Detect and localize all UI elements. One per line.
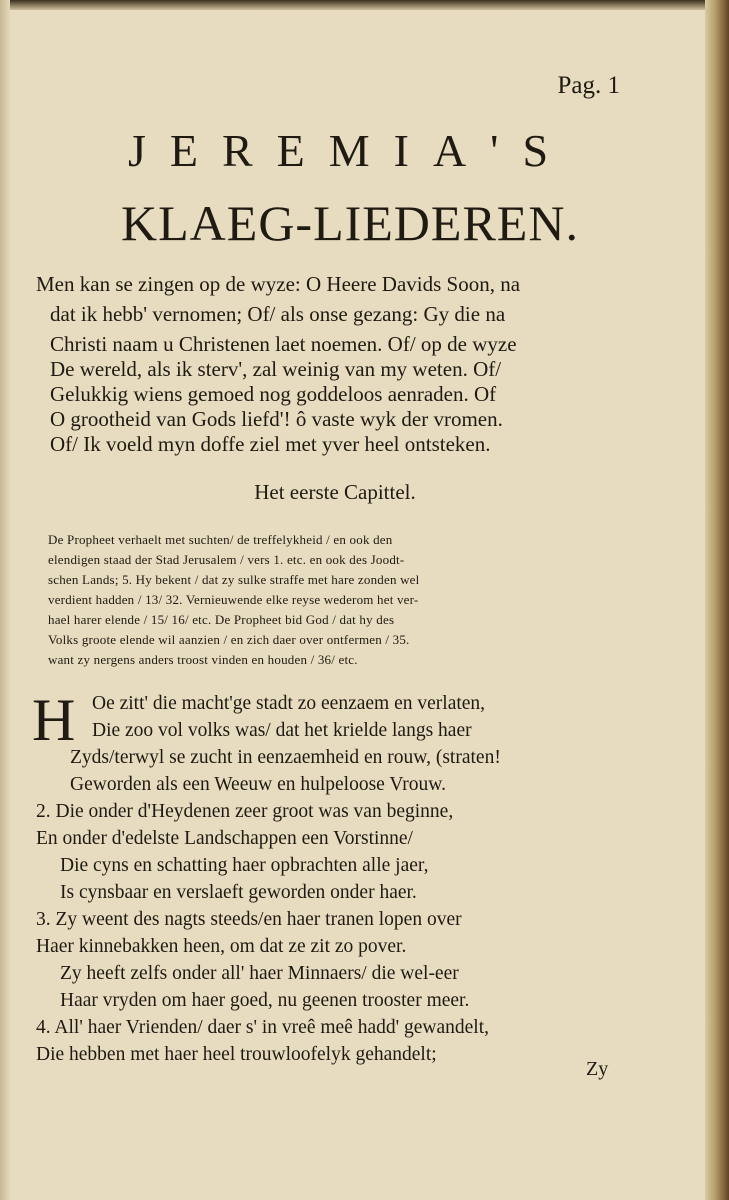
tune-line: O grootheid van Gods liefd'! ô vaste wyk der vromen.	[50, 407, 503, 431]
verse-line: Die zoo vol volks was/ dat het krielde langs haer	[92, 720, 472, 741]
tune-line: dat ik hebb' vernomen; Of/ als onse gezang: Gy die na	[50, 302, 506, 326]
verse-line: Geworden als een Weeuw en hulpeloose Vrouw.	[70, 774, 446, 795]
page-top-edge	[0, 0, 729, 10]
verse-line: 2. Die onder d'Heydenen zeer groot was van beginne,	[36, 801, 454, 822]
verse-line: Haer kinnebakken heen, om dat ze zit zo pover.	[36, 936, 407, 957]
summary-line: verdient hadden / 13/ 32. Vernieuwende elke reyse wederom het ver-	[48, 592, 419, 607]
verse-line: 4. All' haer Vrienden/ daer s' in vreê meê hadd' gewandelt,	[36, 1017, 490, 1038]
page-number: Pag. 1	[557, 72, 620, 99]
verse-line: Die hebben met haer heel trouwloofelyk gehandelt;	[36, 1044, 437, 1065]
tune-line: De wereld, als ik sterv', zal weinig van my weten. Of/	[50, 357, 502, 381]
verse-line: En onder d'edelste Landschappen een Vorstinne/	[36, 828, 413, 849]
summary-line: elendigen staad der Stad Jerusalem / vers 1. etc. en ook des Joodt-	[48, 552, 405, 567]
drop-cap: H	[32, 687, 76, 753]
summary-line: hael harer elende / 15/ 16/ etc. De Propheet bid God / dat hy des	[48, 612, 395, 627]
title-line-1: JEREMIA'S	[127, 125, 573, 176]
page-left-edge	[0, 0, 10, 1200]
summary-line: De Propheet verhaelt met suchten/ de treffelykheid / en ook den	[48, 532, 393, 547]
tune-line: Christi naam u Christenen laet noemen. Of/ op de wyze	[50, 332, 517, 356]
summary-line: Volks groote elende wil aanzien / en zich daer over ontfermen / 35.	[48, 632, 410, 647]
tune-line: Gelukkig wiens gemoed nog goddeloos aenraden. Of	[50, 382, 497, 406]
tune-line: Of/ Ik voeld myn doffe ziel met yver heel ontsteken.	[50, 432, 491, 456]
verse-line: Haar vryden om haer goed, nu geenen trooster meer.	[60, 990, 470, 1011]
catchword: Zy	[586, 1058, 609, 1080]
summary-line: schen Lands; 5. Hy bekent / dat zy sulke straffe met hare zonden wel	[48, 572, 420, 587]
tune-line: Men kan se zingen op de wyze: O Heere Davids Soon, na	[36, 272, 521, 296]
page-fore-edge	[705, 0, 729, 1200]
verse-line: Zy heeft zelfs onder all' haer Minnaers/ die wel-eer	[60, 963, 459, 984]
verse-line: Is cynsbaar en verslaeft geworden onder haer.	[60, 882, 417, 903]
verse-line: Zyds/terwyl se zucht in eenzaemheid en rouw, (straten!	[70, 747, 501, 768]
verse-line: Oe zitt' die macht'ge stadt zo eenzaem en verlaten,	[92, 693, 486, 714]
verse-line: 3. Zy weent des nagts steeds/en haer tranen lopen over	[36, 909, 462, 930]
verse-line: Die cyns en schatting haer opbrachten alle jaer,	[60, 855, 429, 876]
chapter-title: Het eerste Capittel.	[254, 480, 416, 504]
summary-line: want zy nergens anders troost vinden en houden / 36/ etc.	[48, 652, 358, 667]
title-line-2: KLAEG-LIEDEREN.	[121, 195, 579, 251]
